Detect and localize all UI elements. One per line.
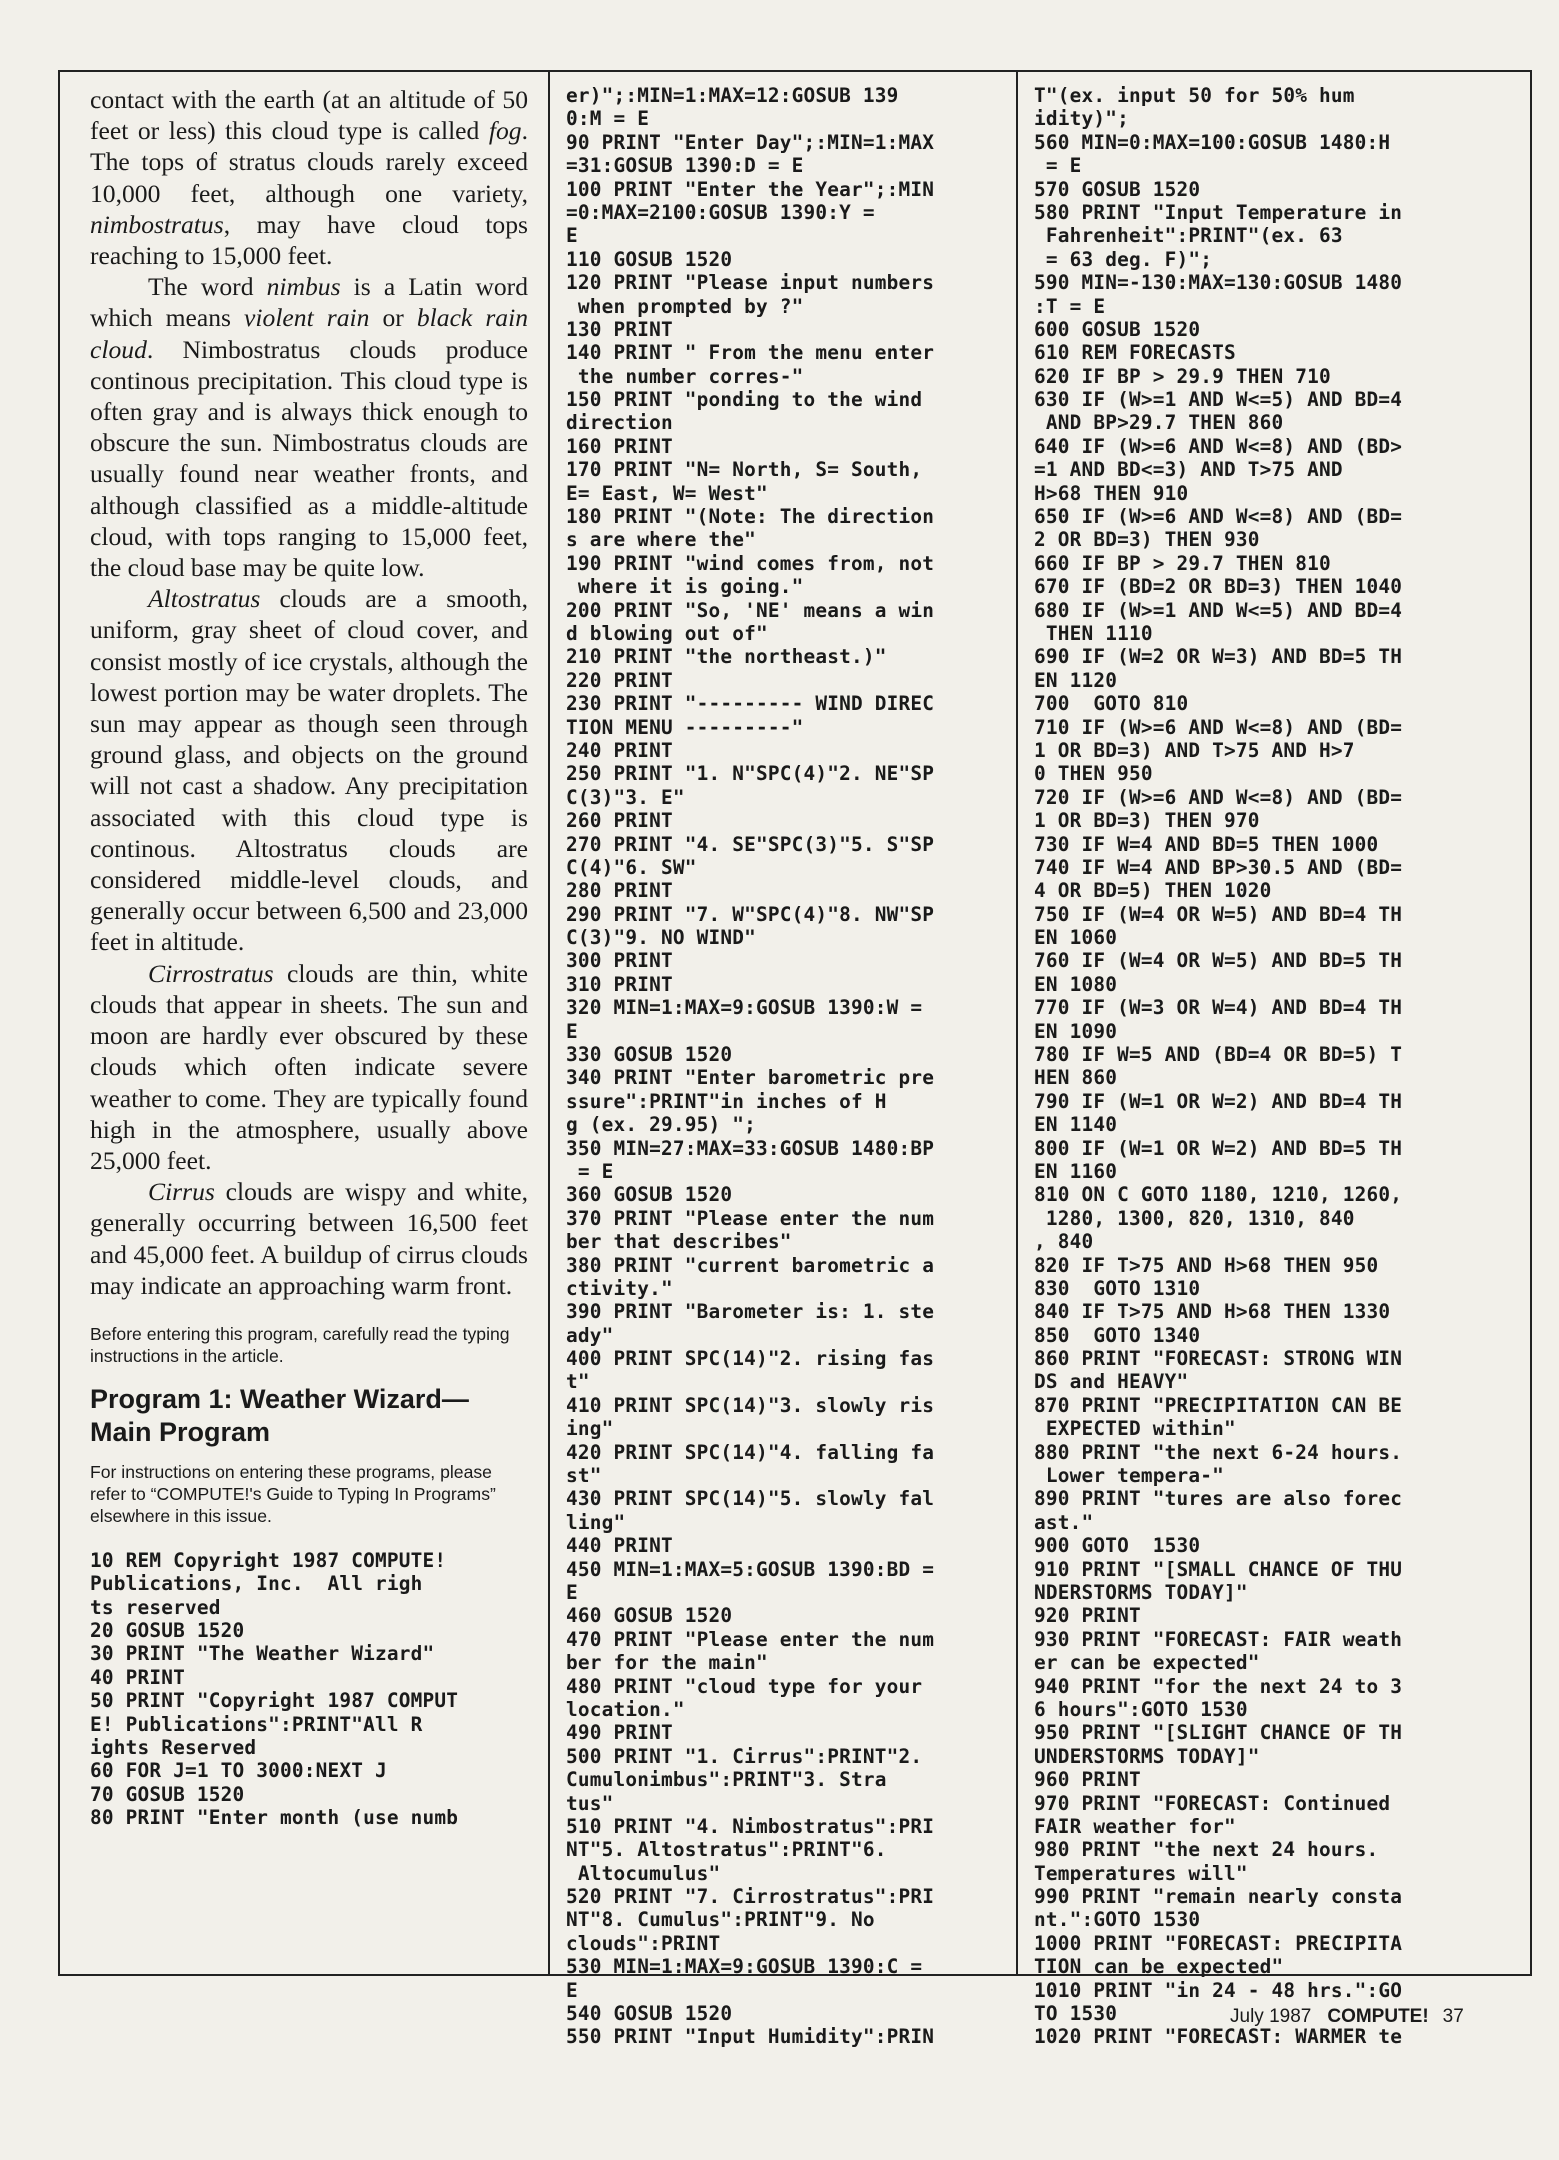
code-line: =1 AND BD<=3) AND T>75 AND (1034, 458, 1343, 482)
paragraph: Altostratus clouds are a smooth, uniform, gray sheet of cloud cover, and consist mostly of ice crystals, although the lowest portion may be water droplets. The sun may appear as though seen through ground glass, and objects on the ground will not cast a shadow. Any precipitation associated with this cloud type is continous. Altostratus clouds are considered middle-level clouds, and generally occur between 6,500 and 23,000 feet in altitude. (90, 584, 528, 957)
code-line: UNDERSTORMS TODAY]" (1034, 1744, 1260, 1768)
code-line: ing" (566, 1417, 614, 1441)
code-line: ber that describes" (566, 1230, 792, 1254)
code-line: 740 IF W=4 AND BP>30.5 AND (BD= (1034, 855, 1403, 879)
code-line: EN 1160 (1034, 1159, 1118, 1183)
code-line: 830 GOTO 1310 (1034, 1276, 1201, 1300)
code-line: 20 GOSUB 1520 (90, 1619, 245, 1643)
code-line: ling" (566, 1510, 626, 1534)
code-line: 1 OR BD=3) THEN 970 (1034, 809, 1260, 833)
code-line: 380 PRINT "current barometric a (566, 1253, 935, 1277)
code-line: 770 IF (W=3 OR W=4) AND BD=4 TH (1034, 996, 1403, 1020)
code-line: Publications, Inc. All righ (90, 1572, 423, 1596)
code-line: 1020 PRINT "FORECAST: WARMER te (1034, 2025, 1403, 2049)
code-line: 220 PRINT (566, 668, 673, 692)
typing-instructions-note: For instructions on entering these programs, please refer to “COMPUTE!'s Guide to Typing In Programs” elsewhere in this issue. (90, 1461, 496, 1526)
code-line: EN 1120 (1034, 668, 1118, 692)
code-line: 160 PRINT (566, 434, 673, 458)
code-line: 140 PRINT " From the menu enter (566, 341, 935, 365)
article-text (90, 84, 528, 1301)
column-divider (548, 72, 550, 1974)
magazine-name: COMPUTE! (1327, 2006, 1429, 2027)
code-line: the number corres-" (566, 364, 804, 388)
code-line: 950 PRINT "[SLIGHT CHANCE OF TH (1034, 1721, 1403, 1745)
code-line: 100 PRINT "Enter the Year";:MIN (566, 177, 935, 201)
code-line: 90 PRINT "Enter Day";:MIN=1:MAX (566, 130, 935, 154)
code-line: E (566, 224, 578, 248)
code-line: 610 REM FORECASTS (1034, 341, 1236, 365)
code-line: E (566, 1978, 578, 2002)
code-line: 680 IF (W>=1 AND W<=5) AND BD=4 (1034, 598, 1403, 622)
code-line: 640 IF (W>=6 AND W<=8) AND (BD> (1034, 434, 1403, 458)
code-line: 60 FOR J=1 TO 3000:NEXT J (90, 1759, 387, 1783)
code-line: 590 MIN=-130:MAX=130:GOSUB 1480 (1034, 271, 1403, 295)
typing-note: Before entering this program, carefully read the typing instructions in the article. (90, 1323, 510, 1366)
code-line: 570 GOSUB 1520 (1034, 177, 1201, 201)
code-line: ts reserved (90, 1595, 221, 1619)
code-line: E= East, W= West" (566, 481, 768, 505)
code-line: 840 IF T>75 AND H>68 THEN 1330 (1034, 1300, 1391, 1324)
code-line: 280 PRINT (566, 879, 673, 903)
code-line: 980 PRINT "the next 24 hours. (1034, 1838, 1379, 1862)
code-line: 520 PRINT "7. Cirrostratus":PRI (566, 1885, 935, 1909)
code-line: 180 PRINT "(Note: The direction (566, 505, 935, 529)
code-line: 350 MIN=27:MAX=33:GOSUB 1480:BP (566, 1136, 935, 1160)
code-line: 670 IF (BD=2 OR BD=3) THEN 1040 (1034, 575, 1403, 599)
code-line: ber for the main" (566, 1651, 768, 1675)
code-line: NDERSTORMS TODAY]" (1034, 1581, 1248, 1604)
code-line: 420 PRINT SPC(14)"4. falling fa (566, 1440, 935, 1464)
code-line: 900 GOTO 1530 (1034, 1534, 1201, 1558)
code-line: 530 MIN=1:MAX=9:GOSUB 1390:C = (566, 1955, 923, 1979)
code-line: ssure":PRINT"in inches of H (566, 1089, 887, 1113)
code-line: d blowing out of" (566, 621, 768, 645)
code-line: 50 PRINT "Copyright 1987 COMPUT (90, 1689, 459, 1713)
code-line: 450 MIN=1:MAX=5:GOSUB 1390:BD = (566, 1557, 935, 1581)
code-line: 700 GOTO 810 (1034, 692, 1189, 716)
code-line: 970 PRINT "FORECAST: Continued (1034, 1791, 1391, 1815)
code-line: 780 IF W=5 AND (BD=4 OR BD=5) T (1034, 1043, 1403, 1067)
code-line: 200 PRINT "So, 'NE' means a win (566, 598, 935, 622)
code-line: 730 IF W=4 AND BD=5 THEN 1000 (1034, 832, 1379, 856)
code-line: Temperatures will" (1034, 1861, 1248, 1885)
program-listing (90, 1549, 528, 1830)
code-line: 320 MIN=1:MAX=9:GOSUB 1390:W = (566, 996, 923, 1020)
code-line: =0:MAX=2100:GOSUB 1390:Y = (566, 200, 875, 224)
code-line: 600 GOSUB 1520 (1034, 317, 1201, 341)
code-line: 660 IF BP > 29.7 THEN 810 (1034, 551, 1331, 575)
code-line: 0:M = E (566, 107, 650, 131)
code-line: 390 PRINT "Barometer is: 1. ste (566, 1300, 935, 1324)
code-line: 340 PRINT "Enter barometric pre (566, 1066, 935, 1090)
code-line: 800 IF (W=1 OR W=2) AND BD=5 TH (1034, 1136, 1403, 1160)
code-line: 80 PRINT "Enter month (use numb (90, 1806, 459, 1830)
code-line: 510 PRINT "4. Nimbostratus":PRI (566, 1814, 935, 1838)
code-line: tus" (566, 1791, 614, 1815)
code-line: ast." (1034, 1510, 1094, 1534)
code-line: 400 PRINT SPC(14)"2. rising fas (566, 1347, 935, 1371)
code-line: 720 IF (W>=6 AND W<=8) AND (BD= (1034, 785, 1403, 809)
code-line: 650 IF (W>=6 AND W<=8) AND (BD= (1034, 505, 1403, 529)
code-line: :T = E (1034, 294, 1106, 318)
code-line: 110 GOSUB 1520 (566, 247, 733, 271)
code-line: location." (566, 1697, 685, 1721)
code-line: 170 PRINT "N= North, S= South, (566, 458, 923, 482)
code-line: 500 PRINT "1. Cirrus":PRINT"2. (566, 1744, 923, 1768)
code-line: NT"8. Cumulus":PRINT"9. No (566, 1908, 875, 1932)
code-line: = E (1034, 154, 1082, 178)
code-line: 430 PRINT SPC(14)"5. slowly fal (566, 1487, 935, 1511)
code-line: st" (566, 1464, 602, 1488)
code-line: ady" (566, 1323, 614, 1347)
code-line: 910 PRINT "[SMALL CHANCE OF THU (1034, 1557, 1403, 1581)
code-line: 210 PRINT "the northeast.)" (566, 645, 887, 669)
code-line: NT"5. Altostratus":PRINT"6. (566, 1838, 887, 1862)
code-line: 120 PRINT "Please input numbers (566, 271, 935, 295)
code-line: EN 1060 (1034, 926, 1118, 950)
paragraph: The word nimbus is a Latin word which means violent rain or black rain cloud. Nimbostratus clouds produce continous precipitation. This cloud type is often gray and is always thick enough to obscure the sun. Nimbostratus clouds are usually found near weather fronts, and although classified as a middle-altitude cloud, with tops ranging to 15,000 feet, the cloud base may be quite low. (90, 272, 529, 583)
program-heading: Program 1: Weather Wizard—Main Program (90, 1383, 469, 1447)
code-line: 490 PRINT (566, 1721, 673, 1745)
code-line: 1000 PRINT "FORECAST: PRECIPITA (1034, 1931, 1403, 1955)
code-line: 890 PRINT "tures are also forec (1034, 1487, 1403, 1511)
code-line: 40 PRINT (90, 1665, 185, 1689)
code-line: 940 PRINT "for the next 24 to 3 (1034, 1674, 1403, 1698)
code-line: 810 ON C GOTO 1180, 1210, 1260, (1034, 1183, 1403, 1207)
code-line: HEN 860 (1034, 1066, 1118, 1090)
column-divider (1016, 72, 1018, 1974)
code-line: 930 PRINT "FORECAST: FAIR weath (1034, 1627, 1403, 1651)
code-line: 130 PRINT (566, 317, 673, 341)
code-line: 760 IF (W=4 OR W=5) AND BD=5 TH (1034, 949, 1403, 973)
code-line: FAIR weather for" (1034, 1814, 1236, 1838)
code-line: 250 PRINT "1. N"SPC(4)"2. NE"SP (566, 762, 935, 786)
code-line: TION can be expected" (1034, 1955, 1284, 1979)
code-line: when prompted by ?" (566, 294, 804, 318)
code-line: 550 PRINT "Input Humidity":PRIN (566, 2025, 935, 2049)
code-line: 880 PRINT "the next 6-24 hours. (1034, 1440, 1403, 1464)
program-listing (566, 84, 998, 2049)
code-line: 470 PRINT "Please enter the num (566, 1627, 935, 1651)
code-line: = 63 deg. F)"; (1034, 247, 1213, 271)
code-line: 360 GOSUB 1520 (566, 1183, 733, 1207)
code-line: 310 PRINT (566, 972, 673, 996)
code-line: AND BP>29.7 THEN 860 (1034, 411, 1284, 435)
code-line: 240 PRINT (566, 738, 673, 762)
code-line: 460 GOSUB 1520 (566, 1604, 733, 1628)
paragraph: Cirrostratus clouds are thin, white clouds that appear in sheets. The sun and moon are hardly ever obscured by these clouds which often indicate severe weather to come. They are typically found high in the atmosphere, usually above 25,000 feet. (90, 958, 528, 1175)
code-line: 790 IF (W=1 OR W=2) AND BD=4 TH (1034, 1089, 1403, 1113)
code-line: g (ex. 29.95) "; (566, 1113, 756, 1137)
code-column (566, 84, 998, 2049)
code-line: 330 GOSUB 1520 (566, 1043, 733, 1067)
code-line: 300 PRINT (566, 949, 673, 973)
code-line: 1 OR BD=3) AND T>75 AND H>7 (1034, 738, 1355, 762)
code-line: TION MENU ---------" (566, 715, 804, 739)
code-line: s are where the" (566, 528, 756, 552)
code-line: 0 THEN 950 (1034, 762, 1153, 786)
code-line: Lower tempera-" (1034, 1464, 1224, 1488)
code-line: 6 hours":GOTO 1530 (1034, 1697, 1248, 1721)
code-line: = E (566, 1159, 614, 1183)
paragraph: Cirrus clouds are wispy and white, generally occurring between 16,500 feet and 45,000 feet. A buildup of cirrus clouds may indicate an approaching warm front. (90, 1177, 528, 1300)
code-line: 750 IF (W=4 OR W=5) AND BD=4 TH (1034, 902, 1403, 926)
code-line: THEN 1110 (1034, 621, 1153, 645)
code-line: T"(ex. input 50 for 50% hum (1034, 84, 1355, 107)
code-line: 630 IF (W>=1 AND W<=5) AND BD=4 (1034, 388, 1403, 412)
code-line: t" (566, 1370, 590, 1394)
code-line: 2 OR BD=3) THEN 930 (1034, 528, 1260, 552)
code-line: direction (566, 411, 673, 435)
code-line: 150 PRINT "ponding to the wind (566, 388, 923, 412)
code-line: idity)"; (1034, 107, 1129, 131)
code-line: 480 PRINT "cloud type for your (566, 1674, 923, 1698)
code-line: clouds":PRINT (566, 1931, 721, 1955)
code-line: 690 IF (W=2 OR W=3) AND BD=5 TH (1034, 645, 1403, 669)
page-number: 37 (1442, 2006, 1464, 2027)
code-line: 820 IF T>75 AND H>68 THEN 950 (1034, 1253, 1379, 1277)
code-line: 850 GOTO 1340 (1034, 1323, 1201, 1347)
code-line: where it is going." (566, 575, 804, 599)
code-line: Fahrenheit":PRINT"(ex. 63 (1034, 224, 1343, 248)
code-line: 960 PRINT (1034, 1768, 1141, 1792)
code-line: =31:GOSUB 1390:D = E (566, 154, 804, 178)
code-line: 860 PRINT "FORECAST: STRONG WIN (1034, 1347, 1403, 1371)
code-line: E! Publications":PRINT"All R (90, 1712, 423, 1736)
code-line: 30 PRINT "The Weather Wizard" (90, 1642, 435, 1666)
code-line: 410 PRINT SPC(14)"3. slowly ris (566, 1393, 935, 1417)
code-line: EXPECTED within" (1034, 1417, 1236, 1441)
code-line: 190 PRINT "wind comes from, not (566, 551, 935, 575)
code-line: 10 REM Copyright 1987 COMPUTE! (90, 1548, 447, 1572)
program-listing (1034, 84, 1474, 2049)
code-line: Altocumulus" (566, 1861, 721, 1885)
code-line: 4 OR BD=5) THEN 1020 (1034, 879, 1272, 903)
code-line: EN 1090 (1034, 1019, 1118, 1043)
code-line: E (566, 1019, 578, 1043)
code-line: 560 MIN=0:MAX=100:GOSUB 1480:H (1034, 130, 1391, 154)
code-line: er)";:MIN=1:MAX=12:GOSUB 139 (566, 84, 899, 107)
paragraph: contact with the earth (at an altitude of 50 feet or less) this cloud type is called fog. The tops of stratus clouds rarely exceed 10,000 feet, although one variety, nimbostratus, may have cloud tops reaching to 15,000 feet. (90, 85, 528, 271)
code-line: 290 PRINT "7. W"SPC(4)"8. NW"SP (566, 902, 935, 926)
code-line: 620 IF BP > 29.9 THEN 710 (1034, 364, 1331, 388)
code-line: EN 1080 (1034, 972, 1118, 996)
code-line: 70 GOSUB 1520 (90, 1782, 245, 1806)
code-line: 260 PRINT (566, 809, 673, 833)
code-line: 1010 PRINT "in 24 - 48 hrs.":GO (1034, 1978, 1403, 2002)
code-line: H>68 THEN 910 (1034, 481, 1189, 505)
code-line: 580 PRINT "Input Temperature in (1034, 200, 1403, 224)
code-line: nt.":GOTO 1530 (1034, 1908, 1201, 1932)
code-line: 870 PRINT "PRECIPITATION CAN BE (1034, 1393, 1403, 1417)
code-line: C(3)"9. NO WIND" (566, 926, 756, 950)
code-line: E (566, 1581, 578, 1604)
code-line: 1280, 1300, 820, 1310, 840 (1034, 1206, 1355, 1230)
code-line: 540 GOSUB 1520 (566, 2002, 733, 2026)
code-line: DS and HEAVY" (1034, 1370, 1189, 1394)
code-line: , 840 (1034, 1230, 1094, 1254)
page-footer (1230, 2006, 1519, 2028)
code-line: C(4)"6. SW" (566, 855, 697, 879)
code-line: 710 IF (W>=6 AND W<=8) AND (BD= (1034, 715, 1403, 739)
code-line: er can be expected" (1034, 1651, 1260, 1675)
issue-date: July 1987 (1230, 2006, 1312, 2027)
code-line: 230 PRINT "--------- WIND DIREC (566, 692, 935, 716)
code-line: C(3)"3. E" (566, 785, 685, 809)
code-line: TO 1530 (1034, 2002, 1118, 2026)
code-line: Cumulonimbus":PRINT"3. Stra (566, 1768, 887, 1792)
code-line: ctivity." (566, 1276, 673, 1300)
code-line: 990 PRINT "remain nearly consta (1034, 1885, 1403, 1909)
code-line: 270 PRINT "4. SE"SPC(3)"5. S"SP (566, 832, 935, 856)
code-line: ights Reserved (90, 1736, 257, 1760)
code-line: 370 PRINT "Please enter the num (566, 1206, 935, 1230)
code-line: EN 1140 (1034, 1113, 1118, 1137)
code-line: 440 PRINT (566, 1534, 673, 1558)
article-column (90, 84, 528, 1970)
code-line: 920 PRINT (1034, 1604, 1141, 1628)
